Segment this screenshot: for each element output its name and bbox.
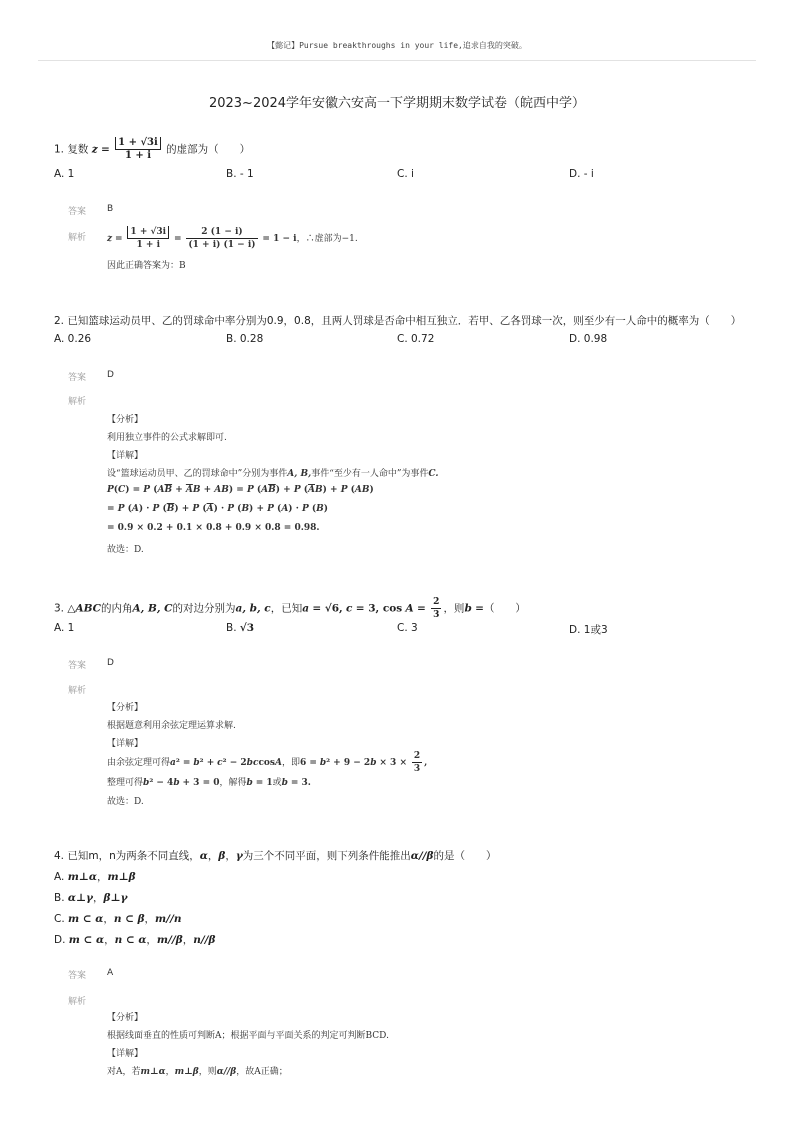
- q1-option-b[interactable]: B. - 1: [226, 168, 254, 180]
- q2-detail-1-text: 设“篮球运动员甲、乙的罚球命中”分别为事件: [107, 469, 288, 479]
- q4-option-a-label: A.: [54, 871, 65, 883]
- q4-option-d-label: D.: [54, 934, 66, 946]
- q2-answer: D: [107, 370, 114, 380]
- q3-detail-2c-text: 或: [272, 778, 282, 788]
- q3-answer: D: [107, 658, 114, 668]
- q3-detail-2-text: 整理可得: [107, 778, 144, 788]
- q2-option-d[interactable]: D. 0.98: [569, 333, 608, 345]
- q2-formula-2: = P (A) · P $(\overline{B}) + P$ $(\overline{A}) \cdot P$ (B) + P (A) · P (B): [107, 504, 329, 514]
- q4-option-b-label: B.: [54, 892, 65, 904]
- q1-solution-tail: ，∴虚部为−1.: [296, 234, 358, 244]
- q3-detail-2: 整理可得b² − 4b + 3 = 0，解得b = 1或b = 3.: [107, 778, 311, 788]
- q3-mid1: 的内角: [101, 602, 133, 615]
- q3-mid2: 的对边分别为: [172, 602, 236, 615]
- q4-detail-c: ，故A正确；: [236, 1067, 288, 1077]
- q1-option-c[interactable]: C. i: [397, 168, 414, 180]
- q2-option-b[interactable]: B. 0.28: [226, 333, 264, 345]
- q1-solution-final: 因此正确答案为：B: [107, 261, 186, 271]
- q4-detail-1: 对A，若m⊥α，m⊥β，则α//β，故A正确；: [107, 1067, 288, 1077]
- question-3: 3. △ABC的内角A, B, C的对边分别为a, b, c，已知a = √6, c = 3, cos A = $\frac{2}{3}$ ，则b =（ ）: [54, 597, 526, 620]
- q2-fenxi: 利用独立事件的公式求解即可.: [107, 433, 227, 443]
- q2-option-a[interactable]: A. 0.26: [54, 333, 92, 345]
- q3-detail-1b-text: ，即: [281, 758, 300, 768]
- q2-final: 故选：D.: [107, 545, 144, 555]
- q1-option-a[interactable]: A. 1: [54, 168, 75, 180]
- q2-analysis-label: 解析: [68, 397, 87, 407]
- q2-answer-label: 答案: [68, 373, 87, 383]
- q1-solution-formula: z = $\frac{1 + √3i}{1 + i}$ = $\frac{2 (1 - i)}{(1 + i) (1 - i)}$ = 1 − i，∴虚部为−1.: [107, 227, 358, 250]
- q4-option-a[interactable]: A. m⊥α，m⊥β: [54, 871, 136, 883]
- page-title: 2023~2024学年安徽六安高一下学期期末数学试卷（皖西中学）: [208, 96, 586, 111]
- q4-analysis-label: 解析: [68, 997, 87, 1007]
- q3-analysis-label: 解析: [68, 686, 87, 696]
- q4-option-b[interactable]: B. α⊥γ，β⊥γ: [54, 892, 128, 904]
- q3-mid3: ，已知: [270, 602, 303, 615]
- q2-detail-1: 设“篮球运动员甲、乙的罚球命中”分别为事件A, B,事件“至少有一人命中”为事件C.: [107, 469, 439, 479]
- q2-xiangjie-label: 【详解】: [107, 451, 144, 461]
- header-divider: [38, 60, 756, 61]
- q1-answer-label: 答案: [68, 207, 87, 217]
- q3-option-b[interactable]: B. √3: [226, 622, 255, 634]
- q3-detail-2b-text: ，解得: [219, 778, 247, 788]
- q3-answer-label: 答案: [68, 661, 87, 671]
- q2-option-c[interactable]: C. 0.72: [397, 333, 435, 345]
- q3-fenxi: 根据题意利用余弦定理运算求解.: [107, 721, 236, 731]
- q2-fenxi-label: 【分析】: [107, 415, 144, 425]
- q4-xiangjie-label: 【详解】: [107, 1049, 144, 1059]
- q3-final: 故选：D.: [107, 797, 144, 807]
- q4-option-d[interactable]: D. m ⊂ α，n ⊂ α，m//β，n//β: [54, 934, 216, 946]
- question-2: 2. 已知篮球运动员甲、乙的罚球命中率分别为0.9，0.8，且两人罚球是否命中相互独立．若甲、乙各罚球一次，则至少有一人命中的概率为（ ）: [54, 315, 742, 327]
- q2-formula-3: = 0.9 × 0.2 + 0.1 × 0.8 + 0.9 × 0.8 = 0.98.: [107, 523, 320, 533]
- q1-answer: B: [107, 204, 114, 214]
- q2-detail-1b-text: 事件“至少有一人命中”为事件: [311, 469, 429, 479]
- q4-text-c: 的是（ ）: [433, 850, 497, 862]
- q4-text-b: 为三个不同平面，则下列条件能推出: [242, 850, 411, 862]
- question-1: 1. 复数 z = $\frac{1 + √3i}{1 + i}$ 的虚部为（ ）: [54, 137, 251, 161]
- q3-detail-1-text: 由余弦定理可得: [107, 758, 171, 768]
- q1-option-d[interactable]: D. - i: [569, 168, 594, 180]
- q4-answer: A: [107, 968, 114, 978]
- q3-option-b-label: B.: [226, 622, 237, 634]
- q3-xiangjie-label: 【详解】: [107, 739, 144, 749]
- q3-prefix: 3. △: [54, 602, 76, 615]
- q1-suffix: 的虚部为（ ）: [166, 143, 251, 156]
- q3-fenxi-label: 【分析】: [107, 703, 144, 713]
- q3-option-c[interactable]: C. 3: [397, 622, 418, 634]
- q3-mid4: ，则: [443, 602, 465, 615]
- q2-formula-1: P(C) = P $(A\overline{B} + \overline{A}B + AB) = P$ $(A\overline{B}) + P$ $(\overline{A}B) + P$ (AB): [107, 485, 374, 495]
- q1-analysis-label: 解析: [68, 233, 87, 243]
- q4-detail-a: 对A，若: [107, 1067, 141, 1077]
- q3-option-a[interactable]: A. 1: [54, 622, 75, 634]
- q4-answer-label: 答案: [68, 971, 87, 981]
- header-banner: 【懿记】Pursue breakthroughs in your life,追求自我的突破。: [267, 41, 527, 50]
- q3-option-d[interactable]: D. 1或3: [569, 624, 608, 636]
- q4-detail-b: ，则: [198, 1067, 217, 1077]
- q1-prefix: 1. 复数: [54, 143, 89, 156]
- q4-option-c[interactable]: C. m ⊂ α，n ⊂ β，m//n: [54, 913, 182, 925]
- question-4: 4. 已知m，n为两条不同直线，α，β，γ为三个不同平面，则下列条件能推出α//β的是（ ）: [54, 850, 497, 862]
- q4-text-a: 4. 已知m，n为两条不同直线，: [54, 850, 200, 862]
- q3-suffix: （ ）: [483, 602, 526, 615]
- q4-fenxi-label: 【分析】: [107, 1013, 144, 1023]
- q4-option-c-label: C.: [54, 913, 65, 925]
- q4-fenxi: 根据线面垂直的性质可判断A；根据平面与平面关系的判定可判断BCD.: [107, 1031, 389, 1041]
- q3-detail-1: 由余弦定理可得a² = b² + c² − 2bccosA，即6 = b² + 9 − 2b × 3 × $\frac{2}{3}$ ,: [107, 751, 428, 774]
